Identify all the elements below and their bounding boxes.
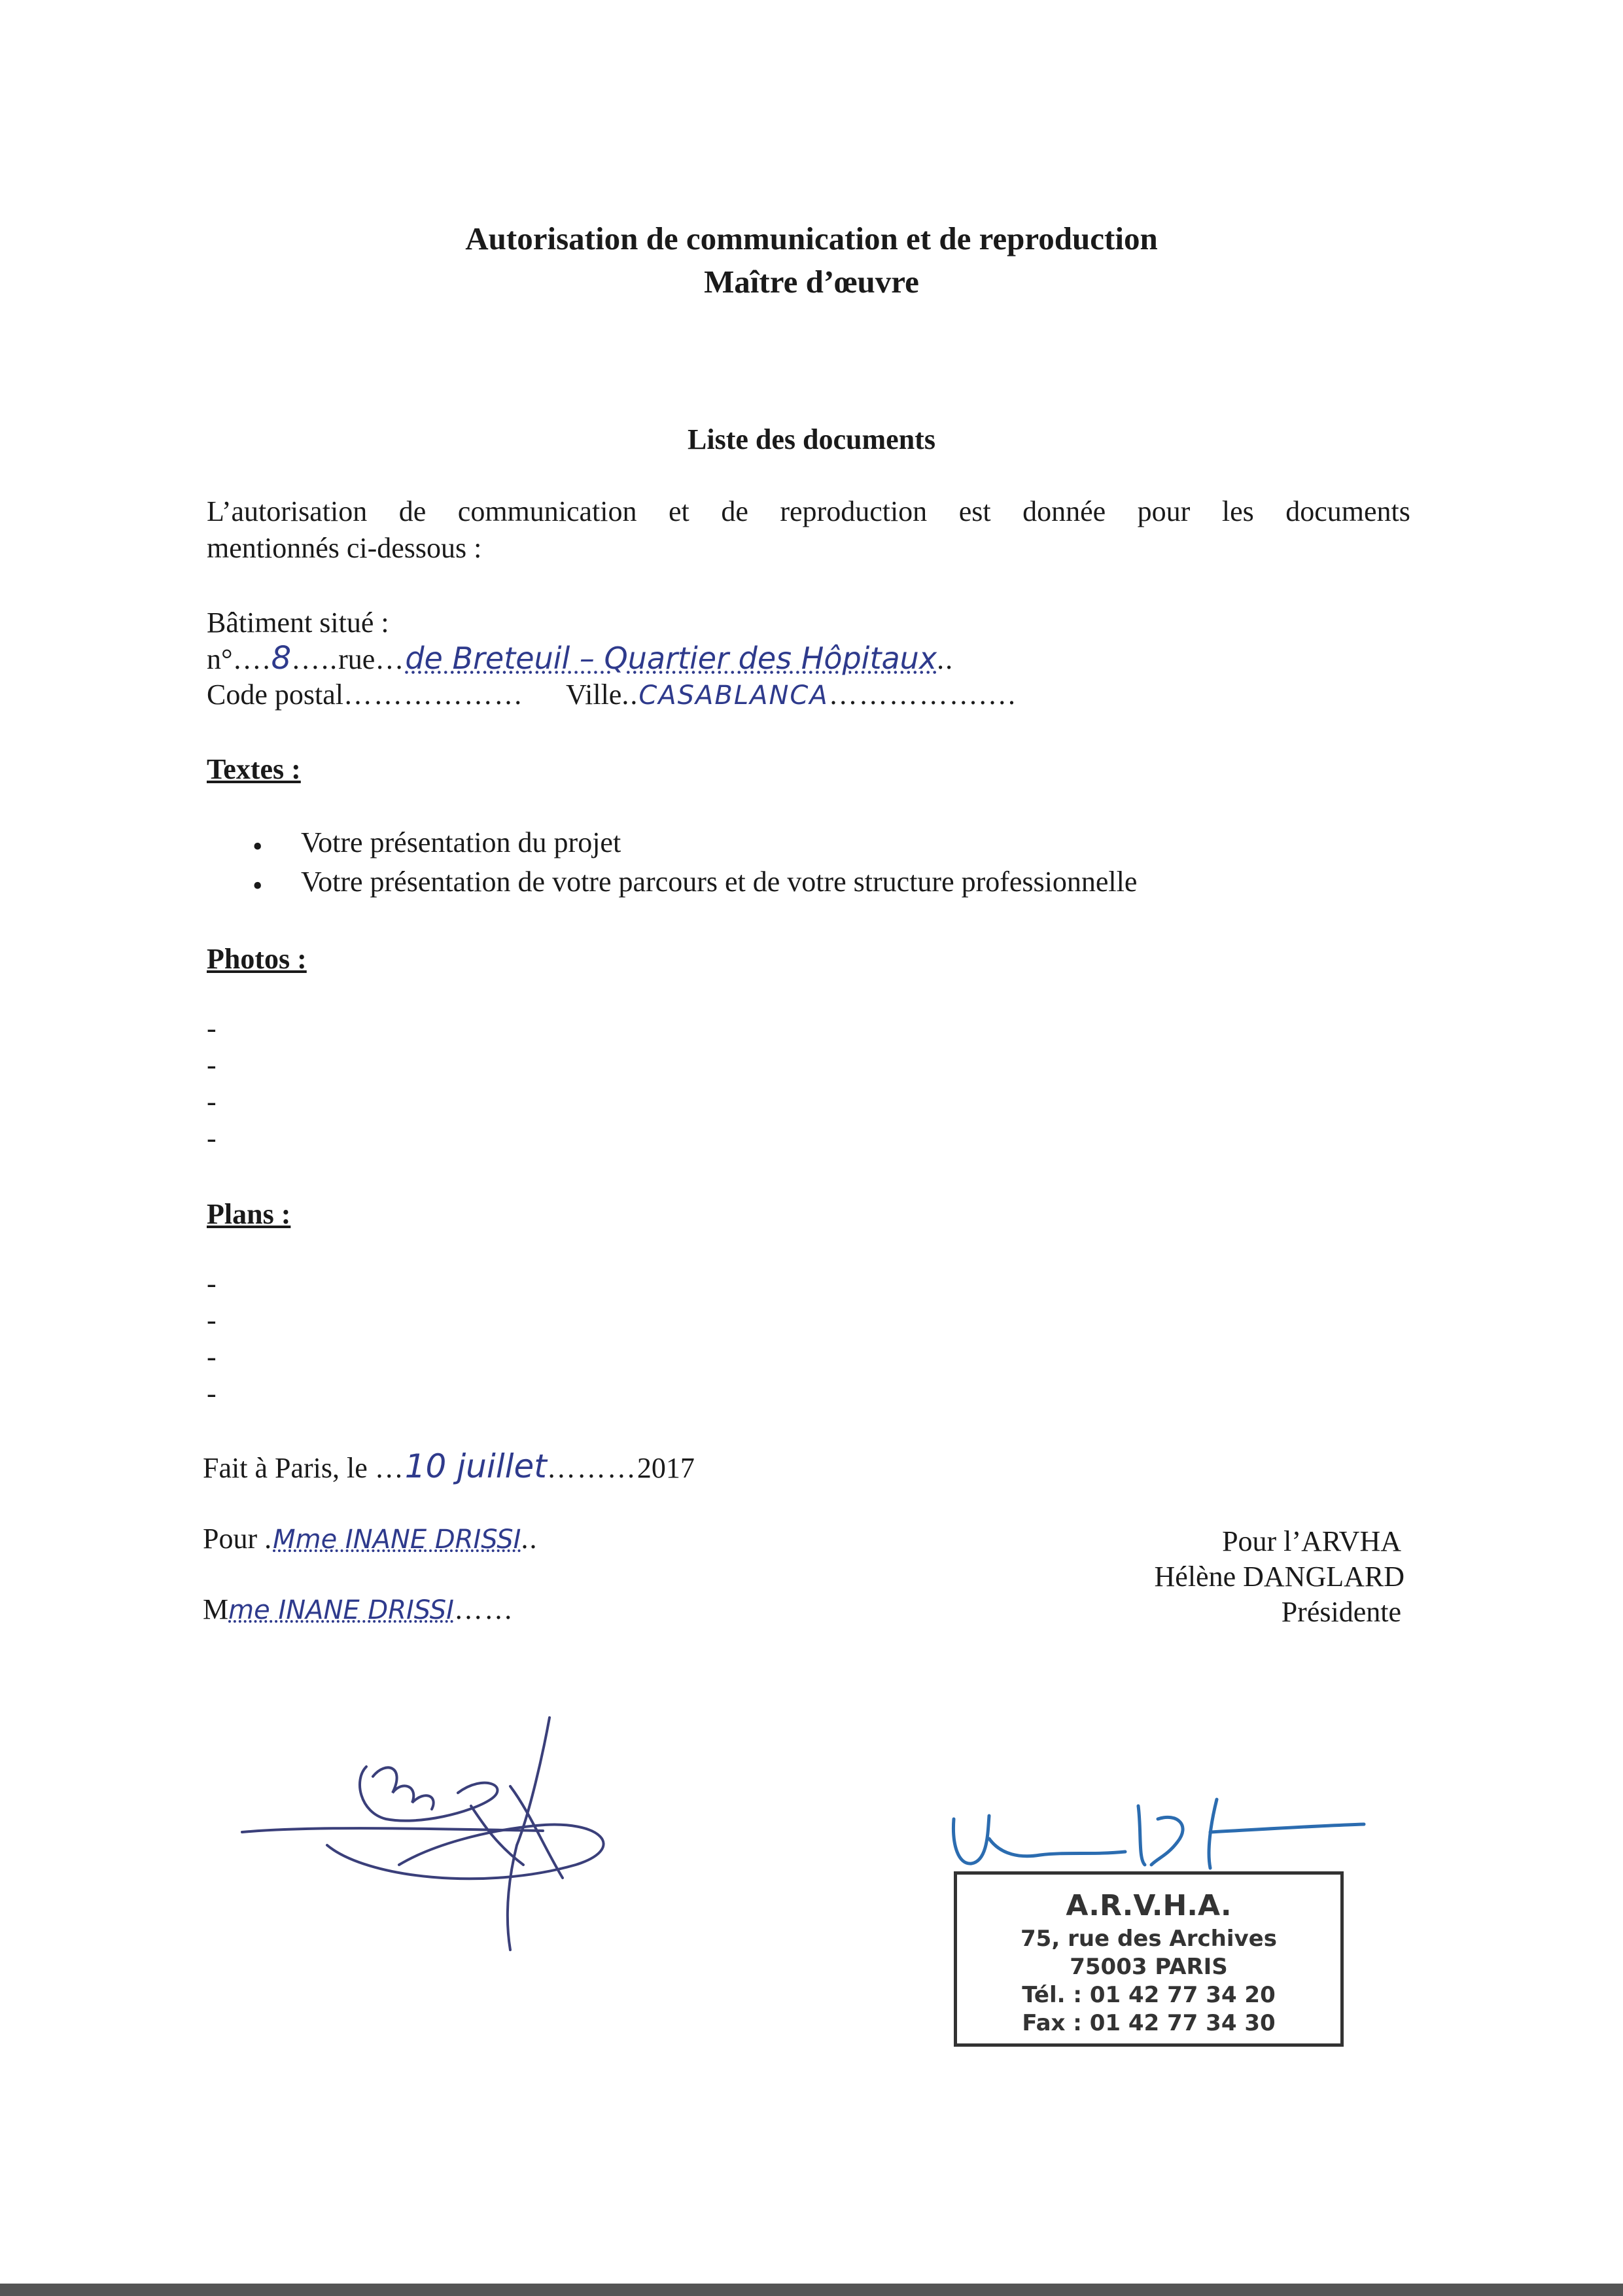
- intro-word: est: [958, 495, 991, 527]
- intro-word: donnée: [1022, 495, 1106, 527]
- scan-bottom-edge: [0, 2284, 1623, 2296]
- number-prefix: n°: [207, 643, 233, 675]
- postal-label: Code postal: [207, 679, 343, 711]
- city-value: CASABLANCA: [638, 680, 829, 711]
- city-label: Ville: [565, 679, 622, 711]
- intro-line-1: [207, 497, 1410, 526]
- intro-word: reproduction: [780, 495, 928, 527]
- intro-word: de: [398, 495, 427, 527]
- photos-heading: Photos :: [207, 943, 307, 975]
- plans-item: -: [207, 1377, 217, 1409]
- bullet-1: •: [253, 830, 263, 862]
- document-subtitle: Maître d’œuvre: [704, 264, 919, 300]
- pour-value: Mme INANE DRISSI: [273, 1525, 521, 1555]
- stamp-tel: Tél. : 01 42 77 34 20: [1022, 1982, 1276, 2008]
- photos-item: -: [207, 1122, 217, 1154]
- photos-item: -: [207, 1012, 217, 1044]
- pour-prefix: Pour: [203, 1523, 258, 1555]
- pour-line: Pour .Mme INANE DRISSI..: [203, 1523, 538, 1555]
- bullet-2: •: [253, 870, 263, 902]
- building-address-line: n°….8…..rue…de Breteuil – Quartier des Hôpitaux..: [207, 640, 954, 677]
- intro-word: documents: [1285, 495, 1410, 527]
- street-prefix: rue: [338, 643, 375, 675]
- arvha-for: Pour l’ARVHA: [1222, 1525, 1401, 1557]
- arvha-name: Hélène DANGLARD: [1154, 1561, 1405, 1593]
- arvha-role: Présidente: [1281, 1596, 1401, 1628]
- plans-item: -: [207, 1267, 217, 1299]
- plans-heading: Plans :: [207, 1198, 291, 1230]
- intro-word: communication: [457, 495, 637, 527]
- stamp-fax: Fax : 01 42 77 34 30: [1022, 2010, 1276, 2036]
- photos-item: -: [207, 1086, 217, 1118]
- building-label: Bâtiment situé :: [207, 607, 389, 639]
- plans-item: -: [207, 1341, 217, 1373]
- number-value: 8: [271, 640, 292, 677]
- m-prefix: M: [203, 1593, 229, 1625]
- made-at-date: 10 juillet: [404, 1447, 547, 1485]
- intro-word: de: [721, 495, 748, 527]
- made-at-line: Fait à Paris, le …10 juillet………2017: [203, 1447, 695, 1485]
- intro-word: et: [669, 495, 689, 527]
- made-at-prefix: Fait à Paris, le: [203, 1452, 368, 1484]
- intro-word: pour: [1137, 495, 1191, 527]
- stamp-city: 75003 PARIS: [1070, 1954, 1228, 1980]
- m-value: me INANE DRISSI: [228, 1595, 454, 1625]
- texts-item-1: Votre présentation du projet: [301, 826, 621, 858]
- photos-item: -: [207, 1049, 217, 1081]
- texts-item-2: Votre présentation de votre parcours et de votre structure professionnelle: [301, 866, 1138, 898]
- list-heading: Liste des documents: [688, 423, 935, 455]
- street-value: de Breteuil – Quartier des Hôpitaux: [405, 641, 937, 676]
- document-title: Autorisation de communication et de reproduction: [465, 221, 1158, 256]
- intro-word: les: [1221, 495, 1254, 527]
- postal-city-line: Code postal……………… Ville..CASABLANCA…………….…: [207, 679, 1018, 711]
- signature-right: [942, 1793, 1374, 1884]
- intro-word: L’autorisation: [207, 495, 368, 527]
- texts-heading: Textes :: [207, 753, 301, 785]
- signature-left: [236, 1714, 621, 1963]
- m-line: Mme INANE DRISSI……: [203, 1593, 514, 1625]
- intro-line-2: mentionnés ci-dessous :: [207, 532, 482, 564]
- plans-item: -: [207, 1304, 217, 1336]
- made-at-year: 2017: [637, 1452, 695, 1484]
- arvha-stamp: [954, 1871, 1344, 2047]
- stamp-name: A.R.V.H.A.: [1066, 1889, 1232, 1922]
- stamp-address: 75, rue des Archives: [1021, 1926, 1277, 1952]
